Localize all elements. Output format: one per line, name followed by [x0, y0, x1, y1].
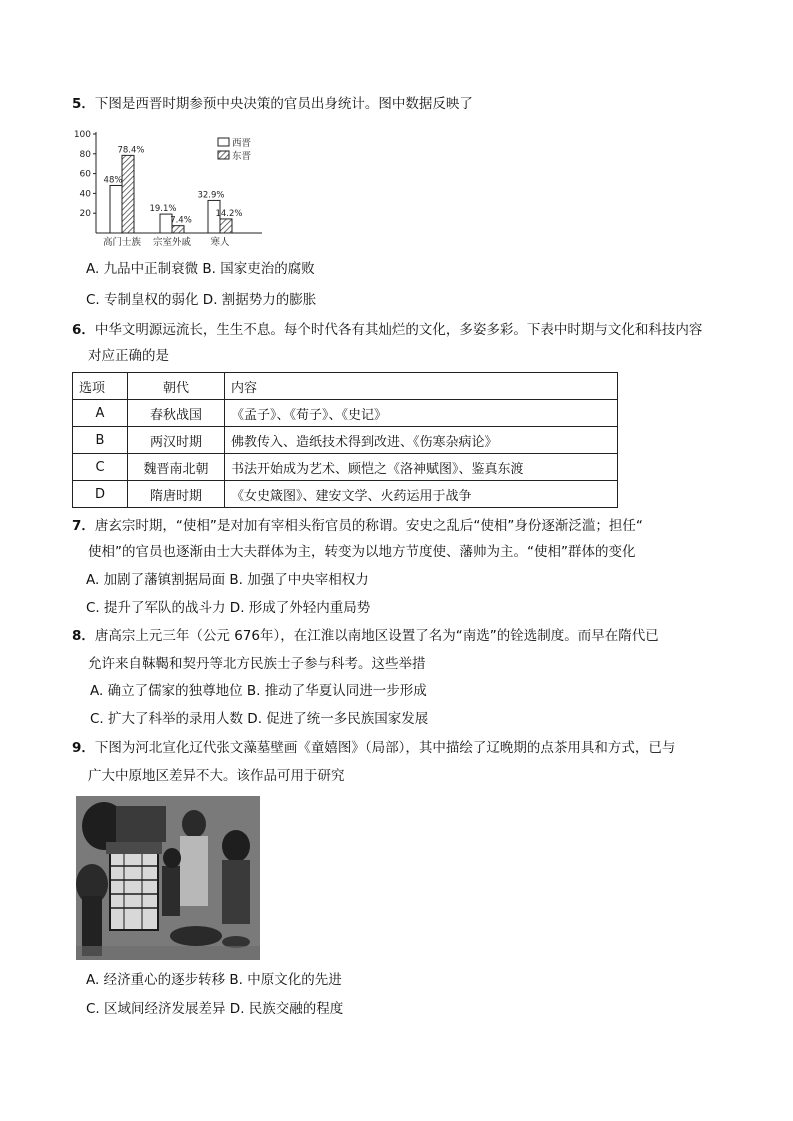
table-cell-option: A	[73, 400, 128, 427]
legend-label: 东晋	[232, 151, 252, 162]
table-cell-content: 《孟子》、《荀子》、《史记》	[225, 400, 618, 427]
table-row	[73, 481, 618, 508]
y-tick-label: 100	[73, 130, 91, 140]
q9-stem-1: 下图为河北宣化辽代张文藻墓壁画《童嬉图》（局部），其中描绘了辽晚期的点茶用具和方式，已与	[94, 740, 676, 756]
q6-stem-line-2: 对应正确的是	[88, 348, 169, 364]
table-header-cell: 内容	[225, 373, 618, 400]
table-cell-option: D	[73, 481, 128, 508]
q5-bar-chart	[70, 126, 270, 250]
q9-option-line-2[interactable]: C. 区域间经济发展差异 D. 民族交融的程度	[86, 1001, 344, 1017]
bar-xijin	[110, 185, 122, 233]
table-cell-dynasty: 魏晋南北朝	[128, 454, 225, 481]
bar-value-label: 78.4%	[117, 145, 145, 156]
legend-swatch	[218, 138, 229, 146]
q7-stem-line-1	[72, 516, 643, 536]
q9-stem-line-2: 广大中原地区差异不大。该作品可用于研究	[88, 768, 345, 784]
bar-value-label: 32.9%	[197, 190, 225, 201]
table-header-cell: 选项	[73, 373, 128, 400]
q6-stem-1: 中华文明源远流长，生生不息。每个时代各有其灿烂的文化，多姿多彩。下表中时期与文化和科技内容	[94, 322, 703, 338]
mural-painting-image	[76, 796, 260, 960]
y-tick-label: 60	[79, 169, 91, 180]
y-tick-label: 80	[79, 149, 91, 160]
legend-label: 西晋	[232, 138, 252, 149]
q8-option-line-1[interactable]: A. 确立了儒家的独尊地位 B. 推动了华夏认同进一步形成	[90, 683, 427, 699]
y-tick-label: 40	[79, 189, 91, 200]
table-cell-content: 书法开始成为艺术、顾恺之《洛神赋图》、鉴真东渡	[225, 454, 618, 481]
table-cell-option: C	[73, 454, 128, 481]
bar-dongjin	[172, 226, 184, 233]
legend-swatch	[218, 151, 229, 159]
q6-table	[72, 372, 618, 508]
bar-value-label: 14.2%	[215, 208, 243, 219]
q9-stem-line-1	[72, 738, 675, 758]
table-row	[73, 454, 618, 481]
q5-number: 5．	[72, 96, 95, 112]
bar-value-label: 48%	[103, 175, 123, 186]
bar-value-label: 19.1%	[149, 204, 177, 215]
q8-stem-line-1	[72, 626, 659, 646]
x-category-label: 高门士族	[102, 237, 142, 248]
q6-number: 6．	[72, 322, 95, 338]
bar-dongjin	[220, 219, 232, 233]
table-row	[73, 427, 618, 454]
table-cell-content: 佛教传入、造纸技术得到改进、《伤寒杂病论》	[225, 427, 618, 454]
table-cell-dynasty: 春秋战国	[128, 400, 225, 427]
table-row	[73, 400, 618, 427]
q7-number: 7．	[72, 518, 95, 534]
q7-stem-1: 唐玄宗时期，“使相”是对加有宰相头衔官员的称谓。安史之乱后“使相”身份逐渐泛滥；担任“	[94, 518, 643, 534]
q5-stem: 下图是西晋时期参预中央决策的官员出身统计。图中数据反映了	[94, 96, 473, 112]
q9-number: 9．	[72, 740, 95, 756]
q9-option-line-1[interactable]: A. 经济重心的逐步转移 B. 中原文化的先进	[86, 972, 342, 988]
bar-value-label: 7.4%	[170, 215, 192, 226]
table-header-cell: 朝代	[128, 373, 225, 400]
table-cell-option: B	[73, 427, 128, 454]
table-cell-dynasty: 隋唐时期	[128, 481, 225, 508]
q7-option-line-1[interactable]: A. 加剧了藩镇割据局面 B. 加强了中央宰相权力	[86, 572, 369, 588]
x-category-label: 寒人	[210, 237, 230, 248]
table-header-row	[73, 373, 618, 400]
x-category-label: 宗室外戚	[152, 237, 192, 248]
q7-option-line-2[interactable]: C. 提升了军队的战斗力 D. 形成了外轻内重局势	[86, 600, 371, 616]
q6-stem-line-1	[72, 320, 702, 340]
q8-stem-1: 唐高宗上元三年（公元 676年），在江淮以南地区设置了名为“南选”的铨选制度。而早在隋代已	[94, 628, 659, 644]
q8-number: 8．	[72, 628, 95, 644]
q7-stem-line-2: 使相”的官员也逐渐由士大夫群体为主，转变为以地方节度使、藩帅为主。“使相”群体的变化	[88, 544, 636, 560]
y-tick-label: 20	[79, 209, 91, 220]
table-cell-content: 《女史箴图》、建安文学、火药运用于战争	[225, 481, 618, 508]
q8-option-line-2[interactable]: C. 扩大了科举的录用人数 D. 促进了统一多民族国家发展	[90, 711, 429, 727]
bar-dongjin	[122, 155, 134, 233]
q5-stem-line	[72, 94, 473, 114]
table-cell-dynasty: 两汉时期	[128, 427, 225, 454]
q8-stem-line-2: 允许来自靺鞨和契丹等北方民族士子参与科考。这些举措	[88, 656, 426, 672]
q5-option-line-2[interactable]: C. 专制皇权的弱化 D. 割据势力的膨胀	[86, 292, 317, 308]
q5-option-line-1[interactable]: A. 九品中正制衰微 B. 国家吏治的腐败	[86, 261, 315, 277]
